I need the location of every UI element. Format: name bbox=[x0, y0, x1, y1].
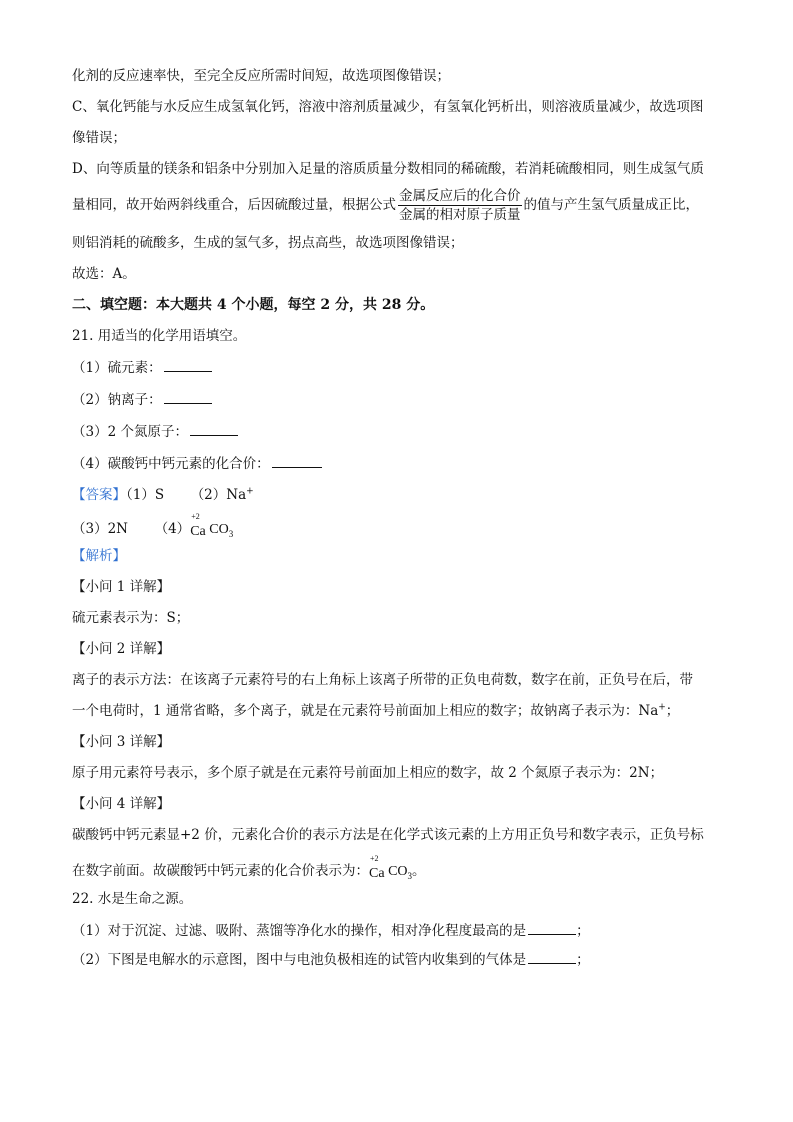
part-label: （3）2 个氮原子： bbox=[72, 424, 188, 440]
part-label: （4）碳酸钙中钙元素的化合价： bbox=[72, 456, 270, 472]
answer-4-label: （4） bbox=[154, 521, 191, 537]
explanation-text: 原子用元素符号表示，多个原子就是在元素符号前面加上相应的数字，故 2 个氮原子表示为：2N； bbox=[72, 765, 664, 781]
subquestion-title: 【小问 4 详解】 bbox=[72, 796, 171, 812]
text-line: C、氧化钙能与水反应生成氢氧化钙，溶液中溶剂质量减少，有氢氧化钙析出，则溶液质量减少，故选项图 bbox=[72, 99, 704, 115]
part-label: （2）下图是电解水的示意图，图中与电池负极相连的试管内收集到的气体是 bbox=[72, 952, 527, 968]
text-line: 故选：A。 bbox=[72, 266, 136, 282]
question-part: （2）下图是电解水的示意图，图中与电池负极相连的试管内收集到的气体是 ； bbox=[72, 949, 732, 970]
section-heading: 二、填空题：本大题共 4 个小题，每空 2 分，共 28 分。 bbox=[72, 297, 435, 313]
answer-line bbox=[72, 514, 732, 538]
document-page bbox=[72, 62, 732, 970]
question-stem: 22. 水是生命之源。 bbox=[72, 891, 193, 907]
formula-line bbox=[72, 183, 732, 227]
subquestion-title: 【小问 3 详解】 bbox=[72, 734, 171, 750]
question-part bbox=[72, 389, 732, 410]
explanation-text: 一个电荷时，1 通常省略，多个离子，就是在元素符号前面加上相应的数字；故钠离子表示为：Na+； bbox=[72, 702, 680, 719]
subquestion-title: 【小问 1 详解】 bbox=[72, 579, 171, 595]
explanation-text: 硫元素表示为：S； bbox=[72, 610, 190, 626]
subquestion-title: 【小问 2 详解】 bbox=[72, 641, 171, 657]
answer-2: （2）Na+ bbox=[190, 486, 254, 503]
part-label: （1）对于沉淀、过滤、吸附、蒸馏等净化水的操作，相对净化程度最高的是 bbox=[72, 923, 527, 939]
question-part bbox=[72, 453, 732, 474]
analysis-tag: 【解析】 bbox=[72, 548, 126, 564]
valence-formula: +2 Ca $CO_3$ bbox=[369, 854, 413, 881]
formula-prefix: 量相同，故开始两斜线重合，后因硫酸过量，根据公式 bbox=[72, 197, 396, 213]
fraction-numerator: 金属反应后的化合价 bbox=[399, 187, 521, 204]
answer-blank bbox=[528, 920, 576, 935]
answer-blank bbox=[190, 421, 238, 436]
part-label: （2）钠离子： bbox=[72, 392, 162, 408]
answer-4-formula: +2 Ca $CO_3$ bbox=[190, 512, 234, 539]
fraction bbox=[398, 187, 522, 224]
formula-suffix: 的值与产生氢气质量成正比， bbox=[523, 197, 699, 213]
answer-blank bbox=[164, 389, 212, 404]
explanation-text: 在数字前面。故碳酸钙中钙元素的化合价表示为： +2 Ca $CO_3$。 bbox=[72, 854, 426, 881]
text-line: 化剂的反应速率快，至完全反应所需时间短，故选项图像错误； bbox=[72, 68, 450, 84]
answer-line bbox=[72, 485, 732, 505]
question-part bbox=[72, 357, 732, 378]
answer-1: （1）S bbox=[126, 487, 165, 503]
text-line: 像错误； bbox=[72, 130, 126, 146]
part-label: （1）硫元素： bbox=[72, 360, 162, 376]
answer-blank bbox=[272, 453, 322, 468]
question-part: （1）对于沉淀、过滤、吸附、蒸馏等净化水的操作，相对净化程度最高的是 ； bbox=[72, 920, 732, 941]
question-part bbox=[72, 421, 732, 442]
answer-blank bbox=[164, 357, 212, 372]
explanation-text: 碳酸钙中钙元素显+2 价，元素化合价的表示方法是在化学式该元素的上方用正负号和数字表示，正负号标 bbox=[72, 827, 704, 843]
text-line: D、向等质量的镁条和铝条中分别加入足量的溶质质量分数相同的稀硫酸，若消耗硫酸相同，则生成氢气质 bbox=[72, 161, 704, 177]
answer-tag: 【答案】 bbox=[72, 487, 126, 503]
answer-blank bbox=[528, 949, 576, 964]
explanation-text: 离子的表示方法：在该离子元素符号的右上角标上该离子所带的正负电荷数，数字在前，正负号在后，带 bbox=[72, 672, 693, 688]
fraction-denominator: 金属的相对原子质量 bbox=[399, 206, 521, 223]
text-line: 则铝消耗的硫酸多，生成的氢气多，拐点高些，故选项图像错误； bbox=[72, 235, 464, 251]
question-stem: 21. 用适当的化学用语填空。 bbox=[72, 328, 247, 344]
answer-3: （3）2N bbox=[72, 521, 128, 537]
